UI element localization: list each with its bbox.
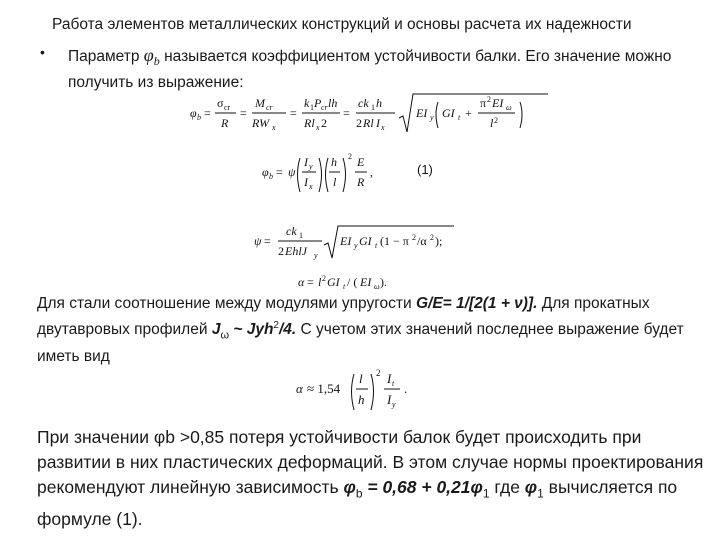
svg-text:1: 1 (310, 103, 314, 112)
svg-text:x: x (309, 182, 313, 191)
svg-text:t: t (375, 241, 378, 250)
svg-text:α: α (296, 381, 303, 396)
svg-text:R: R (221, 116, 229, 130)
svg-text:t: t (458, 113, 461, 122)
phi-1-subscript: 1 (482, 486, 490, 501)
svg-text:EI: EI (492, 96, 504, 110)
intro-paragraph (68, 44, 708, 94)
formula-phi-b-psi (262, 150, 452, 198)
svg-text:cr: cr (224, 103, 231, 112)
j-symbol: J (211, 321, 221, 339)
svg-text:I: I (387, 371, 392, 386)
svg-text:2: 2 (356, 116, 362, 130)
svg-text:cr: cr (266, 103, 273, 112)
svg-text:ck: ck (286, 224, 297, 238)
svg-text:l: l (318, 275, 322, 289)
svg-text:+: + (465, 106, 472, 120)
omega-subscript: ω (220, 329, 230, 342)
svg-text:2: 2 (487, 95, 491, 104)
svg-text:y: y (354, 241, 358, 250)
svg-text:Rl: Rl (304, 116, 315, 130)
svg-text:π: π (480, 96, 487, 110)
linear-equation: = 0,68 + 0,21 (362, 477, 471, 497)
intro-text-start: Параметр (68, 48, 144, 65)
svg-text:h: h (376, 96, 382, 110)
svg-text:1: 1 (299, 231, 303, 240)
svg-text:I: I (304, 175, 308, 189)
svg-text:M: M (255, 96, 265, 110)
svg-text:φ: φ (262, 165, 269, 179)
svg-text:k: k (304, 96, 310, 110)
approx-expression: ~ Jyh (229, 321, 274, 339)
svg-text:l: l (490, 116, 494, 130)
svg-text:I: I (304, 155, 308, 169)
svg-text:I: I (376, 116, 380, 130)
svg-text:2: 2 (412, 233, 416, 242)
svg-text:t: t (343, 282, 346, 291)
svg-text:RW: RW (252, 116, 270, 130)
svg-text:EI: EI (360, 275, 372, 289)
slide-title: Работа элементов металлических конструкций и основы расчета их надежности (52, 16, 632, 33)
svg-text:y: y (309, 162, 313, 171)
svg-text:.: . (404, 381, 408, 396)
svg-text:P: P (314, 96, 322, 110)
phi-symbol: φ (143, 45, 154, 65)
svg-text:t: t (392, 379, 395, 388)
elastic-ratio: G/E= 1/[2(1 + ν)]. (415, 295, 538, 312)
svg-text:=: = (290, 106, 297, 120)
phi-1-subscript-repeat: 1 (537, 486, 544, 501)
para1-text-end: С учетом этих значений последнее выражение будет иметь вид (37, 321, 684, 366)
svg-text:=: = (276, 165, 283, 179)
formula-alpha (298, 272, 438, 292)
formula-psi (254, 222, 464, 264)
formula-number-label: (1) (417, 162, 433, 177)
svg-text:b: b (197, 113, 201, 122)
svg-text:l: l (359, 371, 363, 386)
svg-text:cr: cr (321, 103, 328, 112)
svg-text:φ: φ (190, 106, 197, 120)
svg-text:x: x (272, 123, 276, 132)
svg-text:=: = (204, 106, 211, 120)
svg-text:).: ). (380, 275, 387, 289)
svg-text:Rl: Rl (363, 116, 374, 130)
svg-text:y: y (430, 113, 434, 122)
svg-text:2: 2 (278, 244, 284, 258)
svg-text:EI: EI (340, 234, 352, 248)
svg-text:ω: ω (506, 103, 512, 112)
svg-text:R: R (357, 175, 365, 189)
square-superscript: 2 (273, 320, 279, 331)
svg-text:h: h (358, 392, 365, 407)
paragraph-steel-ratio (37, 293, 697, 368)
svg-text:2: 2 (322, 274, 326, 283)
svg-text:ψ: ψ (254, 234, 262, 248)
phi-1-symbol: φ (470, 477, 483, 497)
svg-text:GI: GI (442, 106, 455, 120)
svg-text:b: b (269, 172, 273, 181)
svg-text:E: E (357, 155, 365, 169)
svg-text:=: = (264, 234, 271, 248)
para2-where: где (489, 477, 525, 497)
svg-text:y: y (392, 400, 396, 409)
svg-text:=: = (307, 275, 314, 289)
svg-text:GI: GI (327, 275, 340, 289)
svg-text:l: l (333, 175, 337, 189)
svg-text:EI: EI (416, 106, 428, 120)
para2-text-start: При значении φb >0,85 потеря устойчивости балок будет происходить при развитии в них пластических деформаций. В этом случае нормы проектирования рекомендуют линейную зависимость (37, 427, 704, 497)
svg-text:=: = (343, 106, 350, 120)
svg-text:,: , (370, 165, 373, 179)
phi-b-subscript: b (355, 486, 363, 501)
phi-1-symbol-repeat: φ (524, 477, 538, 497)
svg-text:);: ); (435, 234, 443, 248)
svg-text:2: 2 (348, 152, 352, 161)
svg-text:ω: ω (374, 282, 380, 291)
svg-text:2: 2 (430, 233, 434, 242)
svg-text:=: = (240, 106, 247, 120)
svg-text:x: x (316, 123, 320, 132)
svg-text:x: x (381, 123, 385, 132)
intro-text-end: называется коэффициентом устойчивости балки. Его значение можно получить из выражение: (68, 48, 672, 92)
svg-text:I: I (387, 392, 392, 407)
para1-text-middle: Для прокатных двутавровых профилей (37, 295, 650, 339)
svg-text:GI: GI (359, 234, 372, 248)
svg-text:h: h (331, 155, 337, 169)
svg-text:α: α (298, 275, 305, 289)
svg-text:2: 2 (376, 368, 381, 378)
phi-b-symbol: φ (343, 477, 356, 497)
svg-text:/ (: / ( (347, 275, 358, 289)
svg-text:lh: lh (328, 96, 338, 110)
svg-text:σ: σ (217, 96, 224, 110)
svg-text:/α: /α (417, 234, 427, 248)
svg-text:y: y (314, 251, 318, 260)
svg-text:ck: ck (358, 96, 369, 110)
svg-text:2: 2 (321, 116, 327, 130)
svg-text:EhlJ: EhlJ (285, 244, 307, 258)
formula-phi-b-main (190, 92, 550, 136)
para1-text-start: Для стали соотношение между модулями упругости (37, 295, 416, 312)
svg-text:2: 2 (494, 116, 498, 125)
formula-alpha-approx (296, 366, 456, 416)
paragraph-plastic-deformation (37, 425, 707, 532)
svg-text:1: 1 (371, 103, 375, 112)
bullet-marker: • (40, 44, 45, 60)
para2-text-end: вычисляется по формуле (1). (37, 477, 678, 529)
svg-text:ψ: ψ (288, 165, 296, 179)
svg-text:≈ 1,54: ≈ 1,54 (307, 381, 341, 396)
svg-text:(1 − π: (1 − π (380, 234, 409, 248)
divide-by-four: /4. (278, 321, 297, 339)
phi-subscript: b (153, 54, 160, 69)
